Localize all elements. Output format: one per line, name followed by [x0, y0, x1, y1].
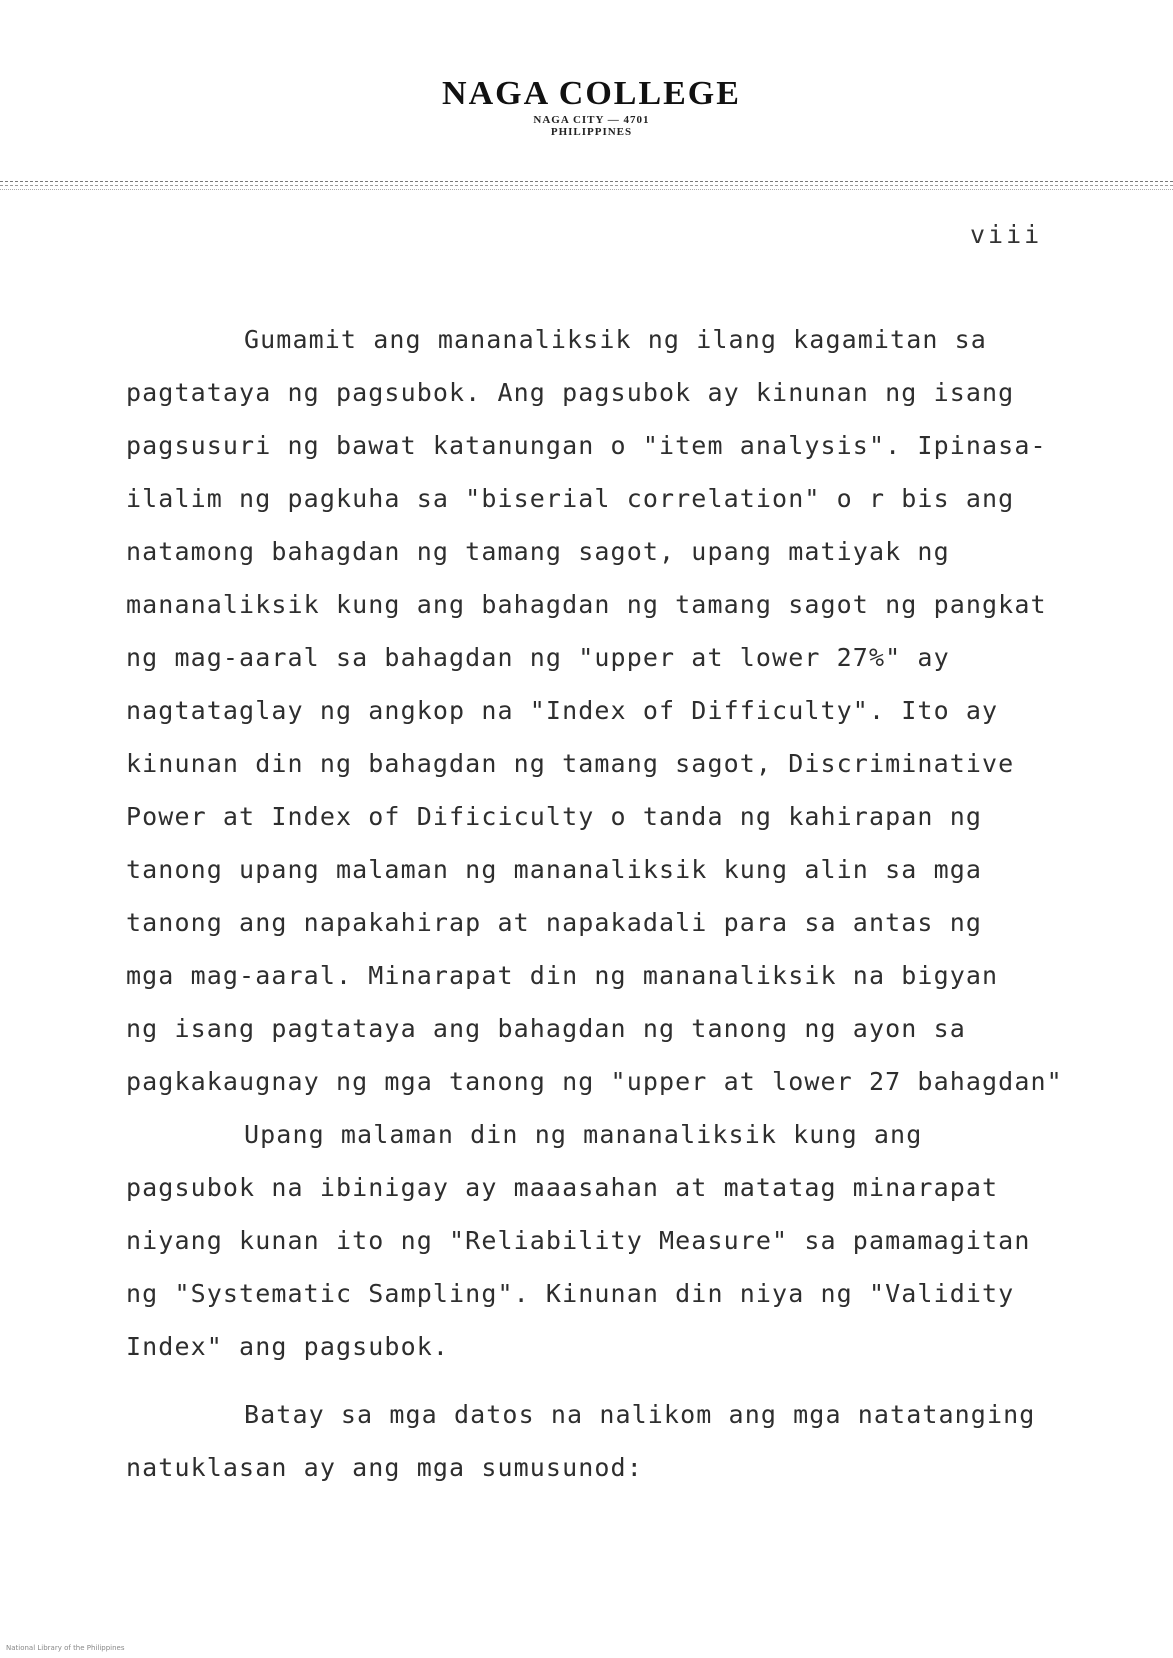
text-line: ng isang pagtataya ang bahagdan ng tanong ng ayon sa	[126, 1014, 966, 1043]
text-line: pagsusuri ng bawat katanungan o "item analysis". Ipinasa-	[126, 431, 1047, 460]
text-line: Gumamit ang mananaliksik ng ilang kagamitan sa	[244, 325, 987, 354]
text-line: natamong bahagdan ng tamang sagot, upang matiyak ng	[126, 537, 950, 566]
college-country: PHILIPPINES	[550, 126, 633, 138]
text-line: nagtataglay ng angkop na "Index of Difficulty". Ito ay	[126, 696, 999, 725]
text-line: tanong upang malaman ng mananaliksik kung alin sa mga	[126, 855, 983, 884]
college-city: NAGA CITY — 4701	[533, 114, 650, 126]
text-line: mananaliksik kung ang bahagdan ng tamang sagot ng pangkat	[126, 590, 1047, 619]
text-line: pagkakaugnay ng mga tanong ng "upper at lower 27 bahagdan"	[126, 1067, 1063, 1096]
letterhead	[0, 74, 1173, 138]
text-line: pagsubok na ibinigay ay maaasahan at matatag minarapat	[126, 1173, 999, 1202]
header-rule	[0, 185, 1173, 186]
text-line: niyang kunan ito ng "Reliability Measure" sa pamamagitan	[126, 1226, 1031, 1255]
footer-stamp: National Library of the Philippines	[6, 1644, 125, 1652]
text-line: tanong ang napakahirap at napakadali para sa antas ng	[126, 908, 983, 937]
page-number: viii	[970, 220, 1043, 249]
text-line: Index" ang pagsubok.	[126, 1332, 450, 1361]
text-line: Power at Index of Dificiculty o tanda ng kahirapan ng	[126, 802, 983, 831]
text-line: natuklasan ay ang mga sumusunod:	[126, 1453, 643, 1482]
text-line: Upang malaman din ng mananaliksik kung ang	[244, 1120, 923, 1149]
text-line: Batay sa mga datos na nalikom ang mga natatanging	[244, 1400, 1036, 1429]
text-line: mga mag-aaral. Minarapat din ng mananaliksik na bigyan	[126, 961, 999, 990]
header-rule	[0, 189, 1173, 190]
header-rule	[0, 181, 1173, 182]
text-line: ng "Systematic Sampling". Kinunan din niya ng "Validity	[126, 1279, 1015, 1308]
text-line: pagtataya ng pagsubok. Ang pagsubok ay kinunan ng isang	[126, 378, 1015, 407]
text-line: ilalim ng pagkuha sa "biserial correlation" o r bis ang	[126, 484, 1015, 513]
college-name: NAGA COLLEGE	[442, 75, 741, 112]
text-line: kinunan din ng bahagdan ng tamang sagot, Discriminative	[126, 749, 1015, 778]
text-line: ng mag-aaral sa bahagdan ng "upper at lower 27%" ay	[126, 643, 950, 672]
